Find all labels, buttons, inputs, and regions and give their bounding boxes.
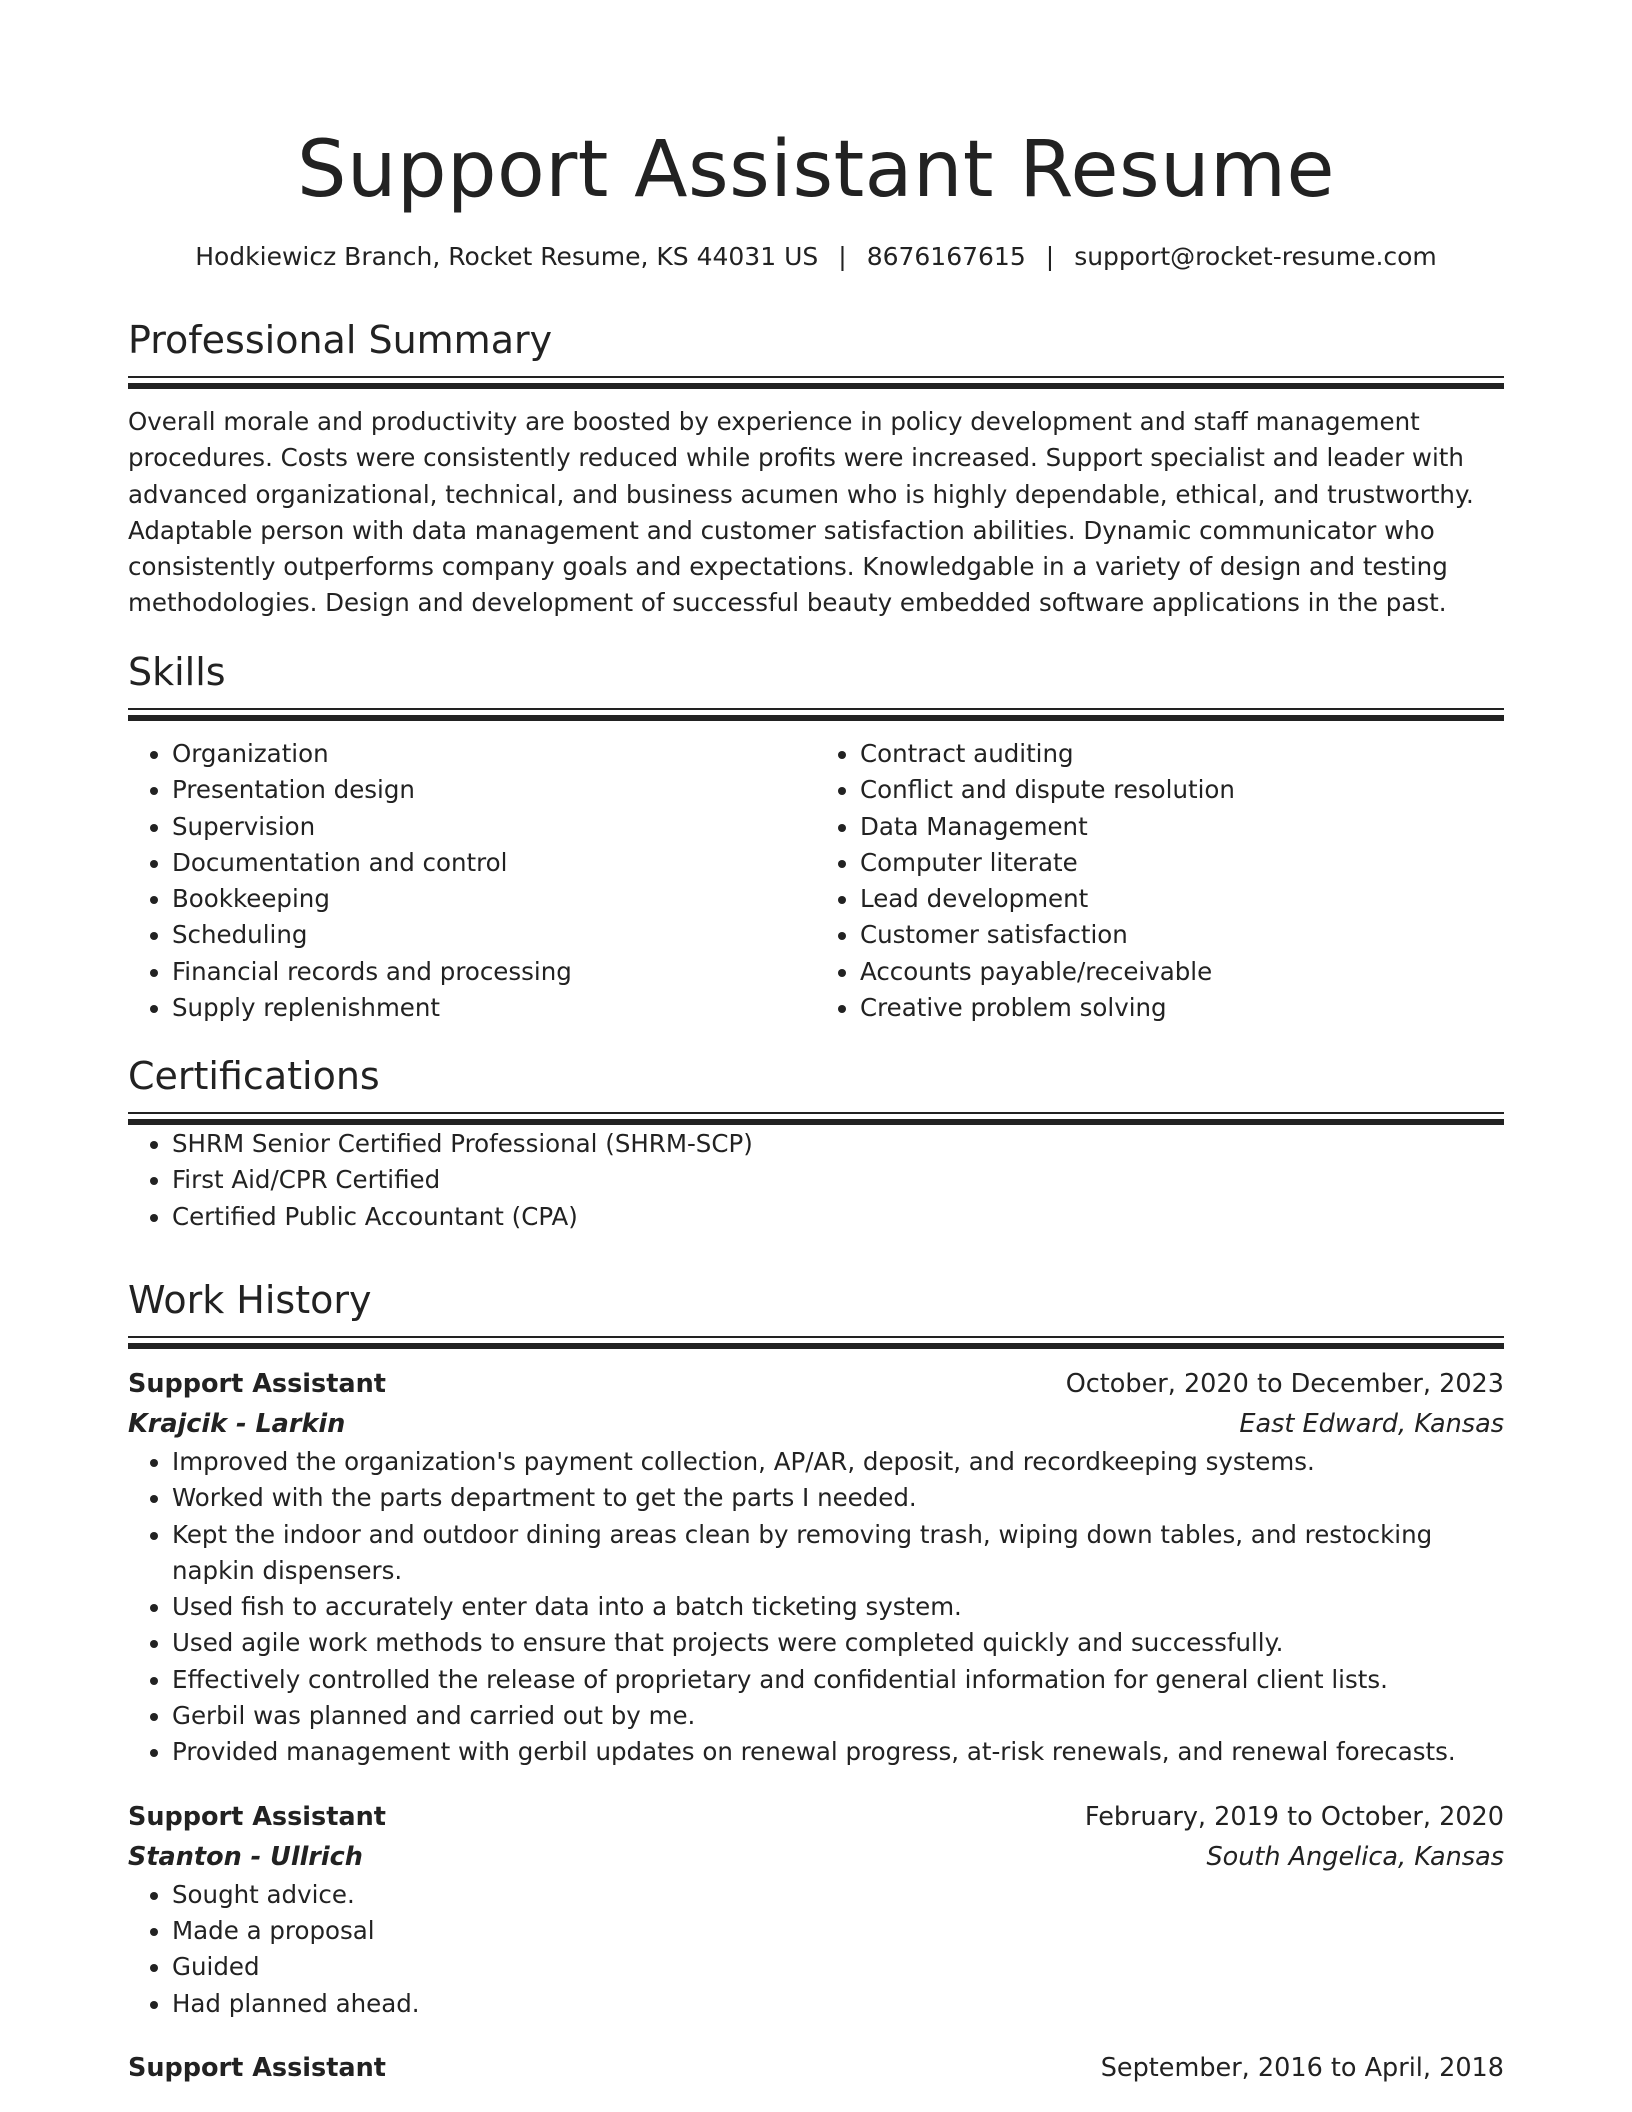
job-title: Support Assistant [128, 2052, 386, 2083]
job-dates: September, 2016 to April, 2018 [1100, 2052, 1504, 2083]
work-history-heading: Work History [128, 1278, 372, 1322]
job-duty: • Made a proposal [172, 1913, 1504, 1949]
certification-item: • First Aid/CPR Certified [172, 1162, 1504, 1198]
job-company-row [128, 1404, 1504, 1444]
job-entry [128, 1364, 1504, 1771]
contact-phone: 8676167615 [866, 242, 1026, 271]
certification-item: • Certified Public Accountant (CPA) [172, 1199, 1504, 1235]
job-duty: • Provided management with gerbil updates on renewal progress, at-risk renewals, and renewal forecasts. [172, 1734, 1504, 1770]
section-divider [128, 1336, 1504, 1350]
job-header-row [128, 1797, 1504, 1837]
job-company: Stanton - Ullrich [128, 1841, 363, 1872]
skill-item: • Supervision [172, 809, 816, 845]
skill-item: • Data Management [860, 809, 1504, 845]
skill-item: • Creative problem solving [860, 990, 1504, 1026]
summary-text: Overall morale and productivity are boosted by experience in policy development and staff management procedures. Costs were consistently reduced while profits were increased. Support specialist and leader with advanced organizational, technical, and business acumen who is highly dependable, ethical, and trustworthy. Adaptable person with data management and customer satisfaction abilities. Dynamic communicator who consistently outperforms company goals and expectations. Knowledgable in a variety of design and testing methodologies. Design and development of successful beauty embedded software applications in the past. [128, 407, 1474, 618]
job-duty: • Improved the organization's payment collection, AP/AR, deposit, and recordkeeping systems. [172, 1444, 1504, 1480]
certifications-section [128, 1052, 1504, 1235]
skills-heading: Skills [128, 650, 226, 694]
skill-item: • Supply replenishment [172, 990, 816, 1026]
job-company-row [128, 1837, 1504, 1877]
job-location: South Angelica, Kansas [1206, 1841, 1504, 1872]
job-duties-list [128, 1444, 1504, 1771]
skill-item: • Lead development [860, 881, 1504, 917]
section-divider [128, 376, 1504, 390]
skill-item: • Documentation and control [172, 845, 816, 881]
job-duty: • Used fish to accurately enter data into a batch ticketing system. [172, 1589, 1504, 1625]
certification-item: • SHRM Senior Certified Professional (SHRM-SCP) [172, 1126, 1504, 1162]
contact-separator: | [1045, 242, 1055, 271]
job-dates: February, 2019 to October, 2020 [1084, 1801, 1504, 1832]
job-title: Support Assistant [128, 1801, 386, 1832]
skills-columns [128, 736, 1504, 1026]
certifications-heading: Certifications [128, 1054, 380, 1098]
job-duty: • Worked with the parts department to get the parts I needed. [172, 1480, 1504, 1516]
job-location: East Edward, Kansas [1239, 1409, 1504, 1439]
contact-separator: | [838, 242, 847, 271]
summary-heading: Professional Summary [128, 318, 553, 362]
job-title: Support Assistant [128, 1369, 386, 1399]
skill-item: • Bookkeeping [172, 881, 816, 917]
certifications-list [128, 1126, 1504, 1235]
job-duties-list [128, 1877, 1504, 2022]
page-title: Support Assistant Resume [297, 125, 1335, 215]
section-divider [128, 708, 1504, 722]
section-divider [128, 1112, 1504, 1126]
skill-item: • Organization [172, 736, 816, 772]
skill-item: • Scheduling [172, 917, 816, 953]
skill-item: • Presentation design [172, 772, 816, 808]
job-dates: October, 2020 to December, 2023 [1065, 1369, 1504, 1399]
skill-item: • Computer literate [860, 845, 1504, 881]
job-duty: • Had planned ahead. [172, 1986, 1504, 2022]
summary-section [128, 316, 1504, 622]
job-duty: • Sought advice. [172, 1877, 1504, 1913]
work-history-section [128, 1276, 1504, 2088]
job-duty: • Gerbil was planned and carried out by me. [172, 1698, 1504, 1734]
job-entry [128, 2048, 1504, 2088]
skill-item: • Contract auditing [860, 736, 1504, 772]
job-header-row [128, 2048, 1504, 2088]
skill-item: • Customer satisfaction [860, 917, 1504, 953]
job-duty: • Effectively controlled the release of proprietary and confidential information for general client lists. [172, 1662, 1504, 1698]
job-company: Krajcik - Larkin [128, 1409, 346, 1439]
job-duty: • Guided [172, 1949, 1504, 1985]
job-header-row [128, 1364, 1504, 1404]
job-duty: • Used agile work methods to ensure that projects were completed quickly and successfully. [172, 1625, 1504, 1661]
skills-list-left [128, 736, 816, 1026]
skill-item: • Conflict and dispute resolution [860, 772, 1504, 808]
contact-line [128, 240, 1504, 274]
skills-list-right [816, 736, 1504, 1026]
job-entry [128, 1797, 1504, 2022]
job-duty: • Kept the indoor and outdoor dining areas clean by removing trash, wiping down tables, and restocking napkin dispensers. [172, 1517, 1504, 1590]
contact-address: Hodkiewicz Branch, Rocket Resume, KS 44031 US [195, 242, 819, 271]
skills-section [128, 648, 1504, 1026]
skill-item: • Accounts payable/receivable [860, 954, 1504, 990]
skill-item: • Financial records and processing [172, 954, 816, 990]
contact-email: support@rocket-resume.com [1074, 242, 1437, 271]
